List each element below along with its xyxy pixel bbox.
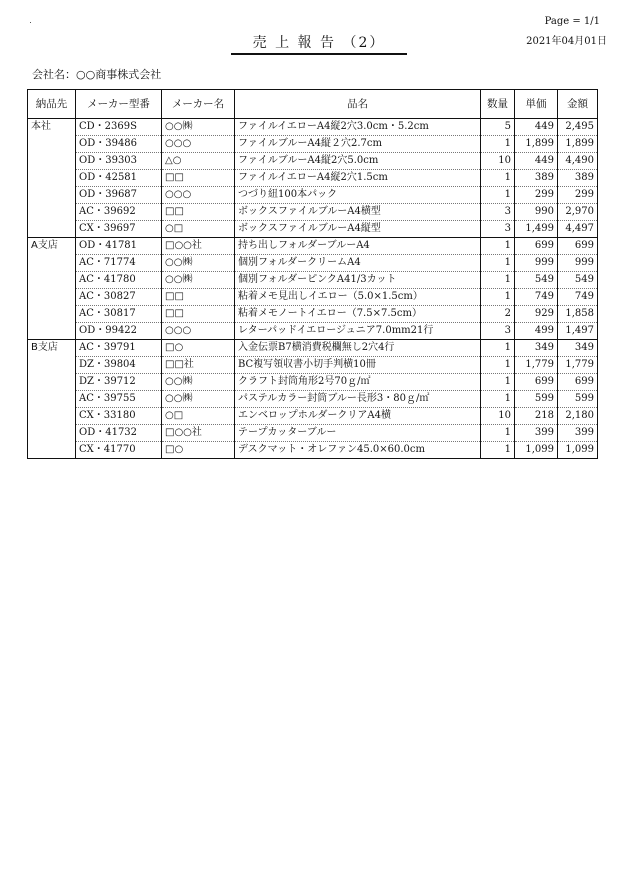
maker-cell: □□	[162, 170, 235, 187]
unit-price-cell: 1,779	[515, 357, 558, 374]
amount-cell: 299	[558, 187, 598, 204]
unit-price-cell: 699	[515, 238, 558, 255]
item-name-cell: クラフト封筒角形2号70ｇ/㎡	[235, 374, 481, 391]
maker-cell: ○○○	[162, 136, 235, 153]
table-row	[28, 153, 598, 170]
table-row	[28, 289, 598, 306]
model-no-cell: AC・39755	[76, 391, 162, 408]
table-row	[28, 187, 598, 204]
table-row	[28, 340, 598, 357]
model-no-cell: DZ・39804	[76, 357, 162, 374]
unit-price-cell: 1,899	[515, 136, 558, 153]
sales-table	[27, 89, 598, 459]
col-header-item: 品名	[235, 90, 481, 119]
item-name-cell: 粘着メモノートイエロー（7.5×7.5cm）	[235, 306, 481, 323]
table-row	[28, 442, 598, 459]
col-header-unit-price: 単価	[515, 90, 558, 119]
maker-cell: ○○㈱	[162, 374, 235, 391]
amount-cell: 749	[558, 289, 598, 306]
branch-cell: A支店	[28, 238, 76, 340]
unit-price-cell: 449	[515, 119, 558, 136]
unit-price-cell: 399	[515, 425, 558, 442]
unit-price-cell: 999	[515, 255, 558, 272]
table-row	[28, 272, 598, 289]
item-name-cell: ファイルイエローA4縦2穴1.5cm	[235, 170, 481, 187]
maker-cell: ○○㈱	[162, 391, 235, 408]
table-row	[28, 306, 598, 323]
unit-price-cell: 549	[515, 272, 558, 289]
maker-cell: ○○㈱	[162, 272, 235, 289]
amount-cell: 699	[558, 374, 598, 391]
qty-cell: 1	[481, 442, 515, 459]
qty-cell: 5	[481, 119, 515, 136]
model-no-cell: DZ・39712	[76, 374, 162, 391]
maker-cell: □□	[162, 306, 235, 323]
unit-price-cell: 299	[515, 187, 558, 204]
maker-cell: □□	[162, 289, 235, 306]
model-no-cell: AC・39791	[76, 340, 162, 357]
maker-cell: ○○○	[162, 323, 235, 340]
maker-cell: □○○社	[162, 425, 235, 442]
maker-cell: ○○○	[162, 187, 235, 204]
model-no-cell: OD・39486	[76, 136, 162, 153]
table-row	[28, 255, 598, 272]
unit-price-cell: 389	[515, 170, 558, 187]
qty-cell: 1	[481, 238, 515, 255]
amount-cell: 389	[558, 170, 598, 187]
unit-price-cell: 499	[515, 323, 558, 340]
table-row	[28, 323, 598, 340]
maker-cell: ○□	[162, 408, 235, 425]
page-number: Page = 1/1	[544, 16, 600, 27]
unit-price-cell: 749	[515, 289, 558, 306]
maker-cell: ○○㈱	[162, 119, 235, 136]
model-no-cell: OD・99422	[76, 323, 162, 340]
amount-cell: 1,779	[558, 357, 598, 374]
item-name-cell: ボックスファイルブルーA4縦型	[235, 221, 481, 238]
qty-cell: 1	[481, 391, 515, 408]
report-title: 売 上 報 告 （2）	[231, 32, 407, 55]
model-no-cell: AC・39692	[76, 204, 162, 221]
maker-cell: □□	[162, 204, 235, 221]
table-row	[28, 408, 598, 425]
model-no-cell: OD・39303	[76, 153, 162, 170]
col-header-qty: 数量	[481, 90, 515, 119]
qty-cell: 2	[481, 306, 515, 323]
amount-cell: 2,970	[558, 204, 598, 221]
model-no-cell: CD・2369S	[76, 119, 162, 136]
amount-cell: 599	[558, 391, 598, 408]
qty-cell: 1	[481, 357, 515, 374]
amount-cell: 2,495	[558, 119, 598, 136]
col-header-amount: 金額	[558, 90, 598, 119]
model-no-cell: OD・41732	[76, 425, 162, 442]
report-date: 2021年04月01日	[526, 36, 607, 47]
table-row	[28, 221, 598, 238]
item-name-cell: 個別フォルダークリームA4	[235, 255, 481, 272]
item-name-cell: ファイルブルーA4縦２穴2.7cm	[235, 136, 481, 153]
qty-cell: 1	[481, 374, 515, 391]
amount-cell: 1,899	[558, 136, 598, 153]
model-no-cell: CX・39697	[76, 221, 162, 238]
amount-cell: 1,858	[558, 306, 598, 323]
item-name-cell: ファイルイエローA4縦2穴3.0cm・5.2cm	[235, 119, 481, 136]
item-name-cell: 個別フォルダーピンクA41/3カット	[235, 272, 481, 289]
item-name-cell: 粘着メモ見出しイエロー（5.0×1.5cm）	[235, 289, 481, 306]
col-header-maker: メーカー名	[162, 90, 235, 119]
item-name-cell: パステルカラー封筒ブルー長形3・80ｇ/㎡	[235, 391, 481, 408]
model-no-cell: AC・30817	[76, 306, 162, 323]
corner-mark	[30, 22, 31, 23]
company-name: 会社名：○○商事株式会社	[32, 68, 162, 81]
qty-cell: 1	[481, 272, 515, 289]
maker-cell: □○○社	[162, 238, 235, 255]
model-no-cell: OD・39687	[76, 187, 162, 204]
amount-cell: 1,497	[558, 323, 598, 340]
qty-cell: 1	[481, 425, 515, 442]
model-no-cell: AC・71774	[76, 255, 162, 272]
unit-price-cell: 929	[515, 306, 558, 323]
col-header-destination: 納品先	[28, 90, 76, 119]
item-name-cell: 入金伝票B7横消費税欄無し2穴4行	[235, 340, 481, 357]
table-row	[28, 357, 598, 374]
unit-price-cell: 218	[515, 408, 558, 425]
qty-cell: 10	[481, 153, 515, 170]
table-row	[28, 391, 598, 408]
table-row	[28, 425, 598, 442]
unit-price-cell: 1,099	[515, 442, 558, 459]
model-no-cell: CX・33180	[76, 408, 162, 425]
qty-cell: 1	[481, 340, 515, 357]
amount-cell: 4,490	[558, 153, 598, 170]
table-row	[28, 136, 598, 153]
unit-price-cell: 599	[515, 391, 558, 408]
qty-cell: 1	[481, 187, 515, 204]
amount-cell: 699	[558, 238, 598, 255]
model-no-cell: OD・41781	[76, 238, 162, 255]
model-no-cell: OD・42581	[76, 170, 162, 187]
unit-price-cell: 449	[515, 153, 558, 170]
table-row	[28, 204, 598, 221]
table-row	[28, 374, 598, 391]
amount-cell: 549	[558, 272, 598, 289]
item-name-cell: レターパッドイエロージュニア7.0mm21行	[235, 323, 481, 340]
table-header-row	[28, 90, 598, 119]
item-name-cell: デスクマット・オレファン45.0×60.0cm	[235, 442, 481, 459]
item-name-cell: エンベロップホルダークリアA4横	[235, 408, 481, 425]
model-no-cell: CX・41770	[76, 442, 162, 459]
table-row	[28, 170, 598, 187]
amount-cell: 349	[558, 340, 598, 357]
maker-cell: ○○㈱	[162, 255, 235, 272]
branch-cell: 本社	[28, 119, 76, 238]
item-name-cell: ファイルブルーA4縦2穴5.0cm	[235, 153, 481, 170]
maker-cell: □○	[162, 340, 235, 357]
table-row	[28, 119, 598, 136]
amount-cell: 399	[558, 425, 598, 442]
item-name-cell: 持ち出しフォルダーブルーA4	[235, 238, 481, 255]
qty-cell: 1	[481, 289, 515, 306]
unit-price-cell: 349	[515, 340, 558, 357]
amount-cell: 999	[558, 255, 598, 272]
model-no-cell: AC・41780	[76, 272, 162, 289]
table-body	[28, 119, 598, 459]
qty-cell: 3	[481, 323, 515, 340]
maker-cell: □○	[162, 442, 235, 459]
qty-cell: 10	[481, 408, 515, 425]
unit-price-cell: 699	[515, 374, 558, 391]
col-header-model-no: メーカー型番	[76, 90, 162, 119]
maker-cell: ○□	[162, 221, 235, 238]
unit-price-cell: 990	[515, 204, 558, 221]
maker-cell: △○	[162, 153, 235, 170]
item-name-cell: つづり紐100本パック	[235, 187, 481, 204]
item-name-cell: BC複写領収書小切手判横10冊	[235, 357, 481, 374]
model-no-cell: AC・30827	[76, 289, 162, 306]
amount-cell: 4,497	[558, 221, 598, 238]
table-row	[28, 238, 598, 255]
maker-cell: □□社	[162, 357, 235, 374]
qty-cell: 1	[481, 136, 515, 153]
item-name-cell: ボックスファイルブルーA4横型	[235, 204, 481, 221]
unit-price-cell: 1,499	[515, 221, 558, 238]
qty-cell: 3	[481, 204, 515, 221]
amount-cell: 2,180	[558, 408, 598, 425]
branch-cell: B支店	[28, 340, 76, 459]
amount-cell: 1,099	[558, 442, 598, 459]
qty-cell: 3	[481, 221, 515, 238]
qty-cell: 1	[481, 255, 515, 272]
qty-cell: 1	[481, 170, 515, 187]
item-name-cell: テープカッターブルー	[235, 425, 481, 442]
